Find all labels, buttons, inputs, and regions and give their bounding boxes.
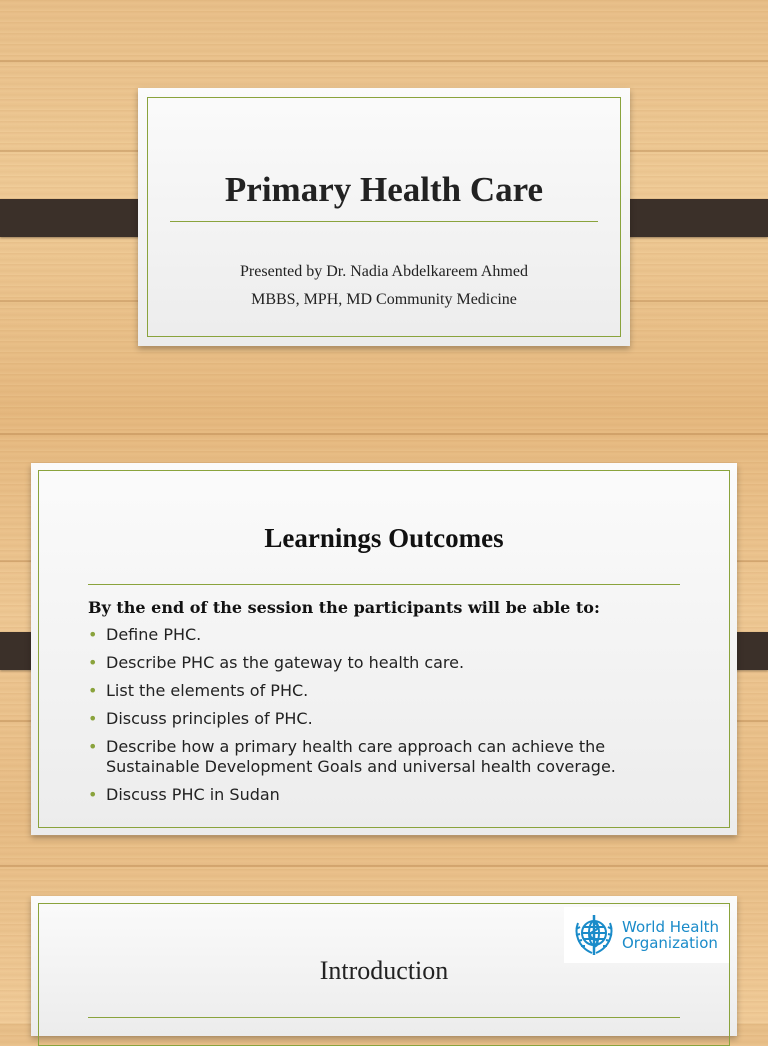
- list-item: [88, 709, 688, 729]
- bullet-icon: •: [88, 625, 98, 644]
- outcomes-lead: By the end of the session the participants will be able to:: [88, 598, 600, 617]
- list-item-text: Define PHC.: [106, 625, 202, 644]
- list-item: [88, 737, 688, 777]
- wood-plank-line: [0, 865, 768, 867]
- slide-title: Primary Health Care: [224, 170, 544, 209]
- bullet-icon: •: [88, 785, 98, 804]
- presenter-line: Presented by Dr. Nadia Abdelkareem Ahmed: [240, 263, 528, 280]
- list-item-text: Discuss principles of PHC.: [106, 709, 313, 728]
- bullet-icon: •: [88, 709, 98, 728]
- bullet-icon: •: [88, 653, 98, 672]
- list-item: [88, 681, 688, 701]
- list-item-text: List the elements of PHC.: [106, 681, 309, 700]
- wood-plank-line: [0, 433, 768, 435]
- title-underline: [170, 221, 598, 222]
- list-item-text: Describe PHC as the gateway to health care.: [106, 653, 465, 672]
- outcomes-slide[interactable]: [31, 463, 737, 835]
- introduction-slide[interactable]: [31, 896, 737, 1036]
- slide-strap-right: [612, 199, 768, 237]
- heading-underline: [88, 1017, 680, 1018]
- who-logo: [564, 907, 729, 963]
- slide-heading: Introduction: [319, 956, 449, 985]
- slide-heading: Learnings Outcomes: [264, 523, 504, 553]
- who-name-line1: World Health: [622, 918, 720, 936]
- list-item: [88, 785, 688, 805]
- list-item: [88, 625, 688, 645]
- credentials-line: MBBS, MPH, MD Community Medicine: [251, 291, 517, 308]
- list-item-text: Discuss PHC in Sudan: [106, 785, 280, 804]
- outcomes-list: [88, 625, 688, 813]
- bullet-icon: •: [88, 737, 98, 756]
- slide-strap-left: [0, 199, 156, 237]
- list-item: [88, 653, 688, 673]
- who-emblem-icon: [570, 911, 618, 959]
- list-item-text: Describe how a primary health care approach can achieve the Sustainable Development Goals and universal health coverage.: [106, 737, 616, 776]
- heading-underline: [88, 584, 680, 585]
- who-wordmark: [622, 919, 719, 951]
- bullet-icon: •: [88, 681, 98, 700]
- title-slide[interactable]: [138, 88, 630, 346]
- wood-plank-line: [0, 60, 768, 62]
- who-name-line2: Organization: [622, 934, 718, 952]
